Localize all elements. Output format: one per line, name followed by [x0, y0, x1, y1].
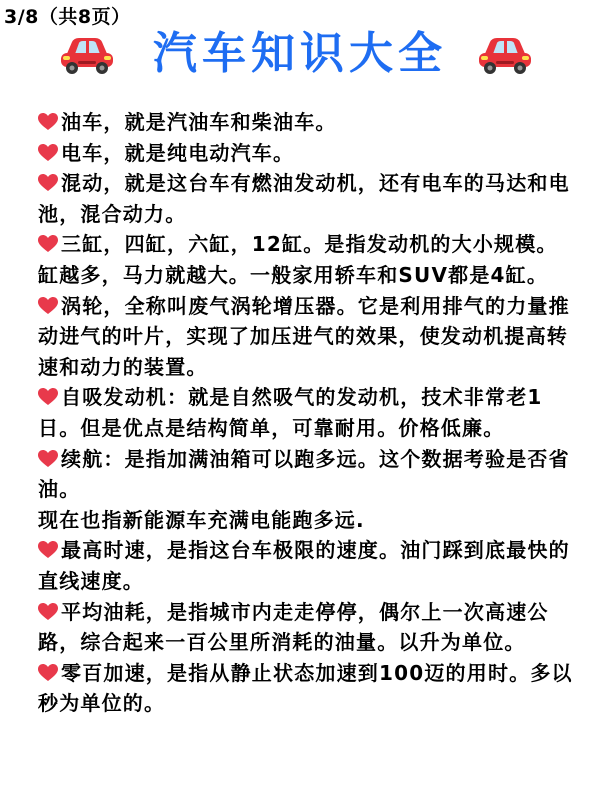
red-car-icon: [476, 32, 534, 76]
red-heart-icon: [38, 235, 58, 253]
knowledge-list: [38, 107, 574, 719]
red-heart-icon: [38, 174, 58, 192]
list-item-text: 电车，就是纯电动汽车。: [61, 140, 295, 165]
list-item-text: 混动，就是这台车有燃油发动机，还有电车的马达和电池，混合动力。: [38, 171, 570, 226]
list-item: [38, 291, 574, 383]
list-item-text: 续航：是指加满油箱可以跑多远。这个数据考验是否省油。: [38, 446, 570, 502]
red-heart-icon: [38, 450, 58, 468]
list-item: [38, 658, 574, 719]
list-item-text: 最高时速，是指这台车极限的速度。油门踩到底最快的直线速度。: [38, 538, 570, 593]
list-item: [38, 168, 574, 229]
page-title: 汽车知识大全: [153, 28, 447, 79]
list-item: [38, 535, 574, 596]
list-item: [38, 229, 574, 290]
list-item: [38, 597, 574, 658]
list-item: [38, 107, 574, 138]
list-item-text: 涡轮，全称叫废气涡轮增压器。它是利用排气的力量推动进气的叶片，实现了加压进气的效果，使发动机提高转速和动力的装置。: [38, 293, 570, 379]
red-heart-icon: [38, 388, 58, 406]
page-indicator: 3/8（共8页）: [4, 6, 131, 28]
red-heart-icon: [38, 144, 58, 162]
red-heart-icon: [38, 603, 58, 621]
header: [0, 18, 600, 88]
list-item: [38, 382, 574, 443]
list-item-text: 零百加速，是指从静止状态加速到100迈的用时。多以秒为单位的。: [38, 660, 573, 716]
list-item: [38, 444, 574, 505]
list-item-text: 三缸，四缸，六缸，12缸。是指发动机的大小规模。缸越多，马力就越大。一般家用轿车和SUV都是4缸。: [38, 232, 558, 287]
list-item-text: 自吸发动机：就是自然吸气的发动机，技术非常老1日。但是优点是结构简单，可靠耐用。价格低廉。: [38, 385, 543, 440]
red-heart-icon: [38, 297, 58, 315]
list-item-text: 平均油耗，是指城市内走走停停，偶尔上一次高速公路，综合起来一百公里所消耗的油量。以升为单位。: [38, 599, 549, 655]
list-item-note: 现在也指新能源车充满电能跑多远.: [38, 507, 365, 532]
red-heart-icon: [38, 113, 58, 131]
list-item: [38, 138, 574, 169]
red-heart-icon: [38, 541, 58, 559]
red-heart-icon: [38, 664, 58, 682]
list-item-text: 油车，就是汽油车和柴油车。: [61, 110, 337, 134]
